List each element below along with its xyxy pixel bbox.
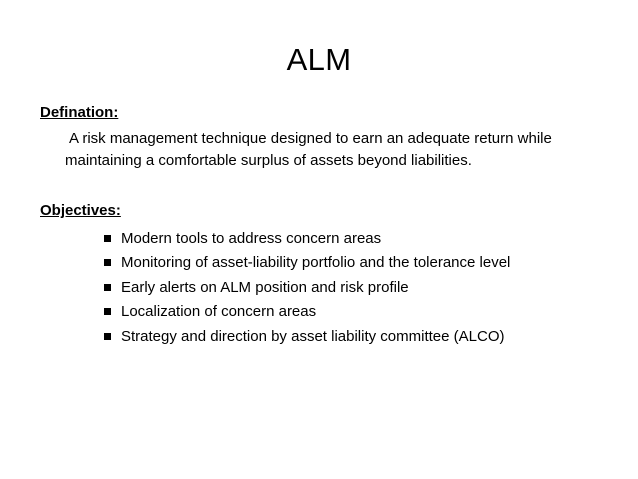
square-bullet-icon [104, 284, 111, 291]
slide-title: ALM [286, 42, 352, 77]
objective-item [104, 300, 510, 325]
definition-line: A risk management technique designed to earn an adequate return while [69, 130, 552, 147]
objectives-list [104, 226, 510, 349]
objective-text: Localization of concern areas [121, 303, 317, 321]
square-bullet-icon [104, 333, 111, 340]
objectives-heading: Objectives: [40, 202, 121, 219]
objective-item [104, 226, 510, 251]
definition-line: maintaining a comfortable surplus of assets beyond liabilities. [65, 152, 472, 169]
objective-item [104, 275, 510, 300]
definition-text [65, 128, 625, 172]
square-bullet-icon [104, 259, 111, 266]
objective-item [104, 251, 510, 276]
square-bullet-icon [104, 235, 111, 242]
definition-heading: Defination: [40, 104, 119, 121]
objective-item [104, 324, 510, 349]
objective-text: Monitoring of asset-liability portfolio and the tolerance level [121, 254, 511, 272]
square-bullet-icon [104, 308, 111, 315]
objective-text: Strategy and direction by asset liability committee (ALCO) [121, 327, 505, 345]
objective-text: Early alerts on ALM position and risk profile [121, 278, 409, 296]
objective-text: Modern tools to address concern areas [121, 229, 382, 247]
